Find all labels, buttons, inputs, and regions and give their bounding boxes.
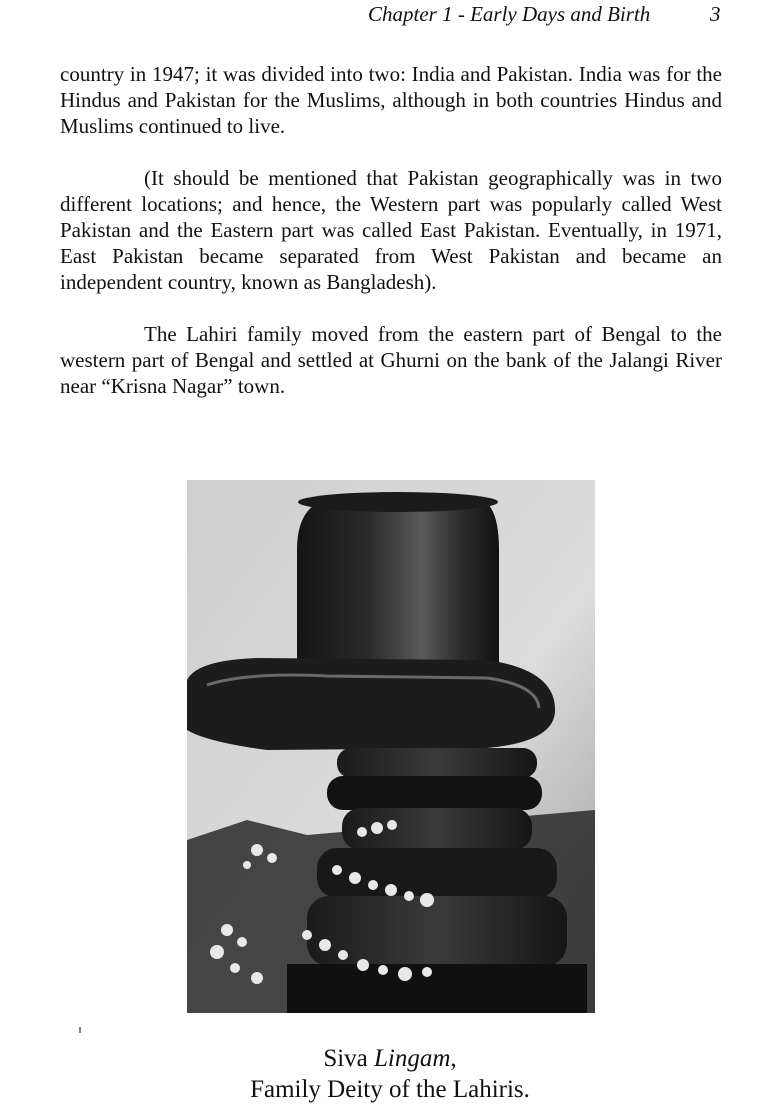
caption-line-2: Family Deity of the Lahiris.	[250, 1076, 530, 1103]
running-header	[0, 2, 780, 26]
figure-caption	[0, 1043, 780, 1105]
chapter-title: Chapter 1 - Early Days and Birth	[368, 2, 651, 26]
caption-italic: Lingam	[374, 1045, 451, 1072]
paragraph-1: country in 1947; it was divided into two: India and Pakistan. India was for the Hindus and Pakistan for the Muslims, although in both countries Hindus and Muslims continued to live.	[60, 62, 722, 138]
caption-line-1	[0, 1043, 780, 1074]
page-number: 3	[710, 2, 721, 26]
body-text	[60, 61, 722, 425]
paragraph-2: (It should be mentioned that Pakistan geographically was in two different locations; and hence, the Western part was popularly called West Pakistan and the Eastern part was called East Pakistan. Eventually, in 1971, East Pakistan became separated from West Pakistan and became an independent country, known as Bangladesh).	[60, 166, 722, 294]
caption-punct: ,	[450, 1045, 457, 1072]
caption-plain: Siva	[323, 1045, 375, 1072]
paragraph-3: The Lahiri family moved from the eastern part of Bengal to the western part of Bengal and settled at Ghurni on the bank of the Jalangi River near “Krisna Nagar” town.	[60, 322, 722, 398]
siva-lingam-photo	[187, 480, 595, 1013]
scan-speck	[79, 1027, 81, 1033]
